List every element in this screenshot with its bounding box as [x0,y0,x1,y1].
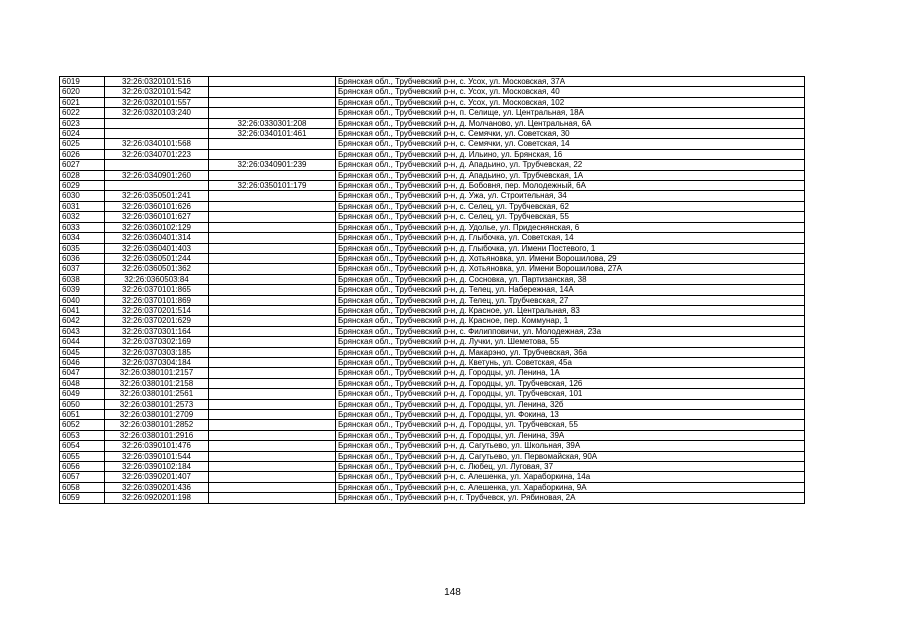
cadastral-number-cell: 32:26:0340901:260 [105,170,209,180]
row-number-cell: 6052 [60,420,105,430]
alt-cadastral-number-cell [209,368,336,378]
alt-cadastral-number-cell [209,337,336,347]
address-cell: Брянская обл., Трубчевский р-н, д. Ужа, ул. Строительная, 34 [336,191,805,201]
table-row [60,222,805,232]
cadastral-number-cell: 32:26:0360503:84 [105,274,209,284]
row-number-cell: 6058 [60,482,105,492]
page-number: 148 [444,587,461,598]
alt-cadastral-number-cell [209,326,336,336]
address-cell: Брянская обл., Трубчевский р-н, д. Сагутьево, ул. Школьная, 39А [336,441,805,451]
alt-cadastral-number-cell [209,139,336,149]
table-row [60,253,805,263]
address-cell: Брянская обл., Трубчевский р-н, д. Бобовня, пер. Молодежный, 6А [336,181,805,191]
alt-cadastral-number-cell [209,264,336,274]
table-row [60,430,805,440]
row-number-cell: 6023 [60,118,105,128]
alt-cadastral-number-cell [209,253,336,263]
table-row [60,420,805,430]
row-number-cell: 6024 [60,129,105,139]
alt-cadastral-number-cell [209,389,336,399]
row-number-cell: 6021 [60,97,105,107]
alt-cadastral-number-cell [209,87,336,97]
table-row [60,139,805,149]
address-cell: Брянская обл., Трубчевский р-н, д. Хотьяновка, ул. Имени Ворошилова, 29 [336,253,805,263]
cadastral-number-cell: 32:26:0380101:2157 [105,368,209,378]
address-cell: Брянская обл., Трубчевский р-н, д. Телец, ул. Набережная, 14А [336,285,805,295]
row-number-cell: 6048 [60,378,105,388]
alt-cadastral-number-cell: 32:26:0340101:461 [209,129,336,139]
table-row [60,337,805,347]
cadastral-number-cell: 32:26:0390101:544 [105,451,209,461]
alt-cadastral-number-cell [209,212,336,222]
table-row [60,243,805,253]
cadastral-number-cell: 32:26:0340701:223 [105,149,209,159]
row-number-cell: 6046 [60,357,105,367]
cadastral-number-cell: 32:26:0370302:169 [105,337,209,347]
alt-cadastral-number-cell [209,243,336,253]
row-number-cell: 6022 [60,108,105,118]
row-number-cell: 6042 [60,316,105,326]
address-cell: Брянская обл., Трубчевский р-н, с. Селец, ул. Трубчевская, 55 [336,212,805,222]
alt-cadastral-number-cell [209,108,336,118]
data-table [59,76,805,504]
cadastral-number-cell: 32:26:0360401:314 [105,233,209,243]
row-number-cell: 6041 [60,305,105,315]
table-row [60,181,805,191]
cadastral-number-cell: 32:26:0370301:164 [105,326,209,336]
address-cell: Брянская обл., Трубчевский р-н, д. Глыбочка, ул. Советская, 14 [336,233,805,243]
cadastral-number-cell: 32:26:0390201:436 [105,482,209,492]
cadastral-number-cell: 32:26:0360101:627 [105,212,209,222]
address-cell: Брянская обл., Трубчевский р-н, д. Красное, ул. Центральная, 83 [336,305,805,315]
address-cell: Брянская обл., Трубчевский р-н, с. Семячки, ул. Советская, 30 [336,129,805,139]
cadastral-number-cell: 32:26:0370101:865 [105,285,209,295]
alt-cadastral-number-cell [209,170,336,180]
table-row [60,472,805,482]
cadastral-number-cell: 32:26:0360401:403 [105,243,209,253]
row-number-cell: 6054 [60,441,105,451]
alt-cadastral-number-cell [209,285,336,295]
alt-cadastral-number-cell [209,305,336,315]
table-row [60,410,805,420]
row-number-cell: 6019 [60,77,105,87]
cadastral-number-cell: 32:26:0370101:869 [105,295,209,305]
alt-cadastral-number-cell: 32:26:0340901:239 [209,160,336,170]
alt-cadastral-number-cell [209,222,336,232]
cadastral-number-cell: 32:26:0320101:542 [105,87,209,97]
cadastral-number-cell: 32:26:0360501:244 [105,253,209,263]
address-cell: Брянская обл., Трубчевский р-н, с. Семячки, ул. Советская, 14 [336,139,805,149]
table-row [60,160,805,170]
cadastral-number-cell: 32:26:0390102:184 [105,462,209,472]
row-number-cell: 6049 [60,389,105,399]
row-number-cell: 6053 [60,430,105,440]
table-row [60,212,805,222]
alt-cadastral-number-cell: 32:26:0350101:179 [209,181,336,191]
cadastral-number-cell: 32:26:0370303:185 [105,347,209,357]
cadastral-number-cell [105,181,209,191]
cadastral-number-cell: 32:26:0380101:2852 [105,420,209,430]
address-cell: Брянская обл., Трубчевский р-н, д. Сагутьево, ул. Первомайская, 90А [336,451,805,461]
table-row [60,378,805,388]
row-number-cell: 6043 [60,326,105,336]
cadastral-number-cell [105,129,209,139]
address-cell: Брянская обл., Трубчевский р-н, с. Усох, ул. Московская, 37А [336,77,805,87]
row-number-cell: 6033 [60,222,105,232]
row-number-cell: 6044 [60,337,105,347]
row-number-cell: 6057 [60,472,105,482]
row-number-cell: 6034 [60,233,105,243]
cadastral-number-cell: 32:26:0360102:129 [105,222,209,232]
row-number-cell: 6040 [60,295,105,305]
cadastral-number-cell: 32:26:0320103:240 [105,108,209,118]
table-body [60,77,805,504]
alt-cadastral-number-cell [209,191,336,201]
cadastral-number-cell: 32:26:0370304:184 [105,357,209,367]
row-number-cell: 6036 [60,253,105,263]
cadastral-number-cell: 32:26:0380101:2916 [105,430,209,440]
alt-cadastral-number-cell [209,357,336,367]
address-cell: Брянская обл., Трубчевский р-н, г. Трубчевск, ул. Рябиновая, 2А [336,493,805,503]
cadastral-number-cell: 32:26:0320101:516 [105,77,209,87]
address-cell: Брянская обл., Трубчевский р-н, д. Городцы, ул. Ленина, 1А [336,368,805,378]
cadastral-number-cell: 32:26:0380101:2709 [105,410,209,420]
address-cell: Брянская обл., Трубчевский р-н, д. Городцы, ул. Трубчевская, 101 [336,389,805,399]
row-number-cell: 6032 [60,212,105,222]
address-cell: Брянская обл., Трубчевский р-н, д. Городцы, ул. Трубчевская, 126 [336,378,805,388]
table-row [60,326,805,336]
table-row [60,201,805,211]
table-row [60,357,805,367]
row-number-cell: 6030 [60,191,105,201]
alt-cadastral-number-cell [209,430,336,440]
table-row [60,191,805,201]
address-cell: Брянская обл., Трубчевский р-н, д. Ападьино, ул. Трубчевская, 1А [336,170,805,180]
cadastral-number-cell: 32:26:0380101:2158 [105,378,209,388]
alt-cadastral-number-cell [209,472,336,482]
alt-cadastral-number-cell [209,201,336,211]
cadastral-number-cell: 32:26:0380101:2561 [105,389,209,399]
table-row [60,233,805,243]
address-cell: Брянская обл., Трубчевский р-н, д. Лучки, ул. Шеметова, 55 [336,337,805,347]
cadastral-number-cell: 32:26:0320101:557 [105,97,209,107]
alt-cadastral-number-cell [209,493,336,503]
row-number-cell: 6035 [60,243,105,253]
cadastral-number-cell: 32:26:0360101:626 [105,201,209,211]
alt-cadastral-number-cell [209,482,336,492]
cadastral-number-cell [105,160,209,170]
row-number-cell: 6029 [60,181,105,191]
alt-cadastral-number-cell [209,378,336,388]
table-row [60,462,805,472]
cadastral-number-cell: 32:26:0370201:514 [105,305,209,315]
alt-cadastral-number-cell [209,347,336,357]
address-cell: Брянская обл., Трубчевский р-н, д. Телец, ул. Трубчевская, 27 [336,295,805,305]
table-row [60,441,805,451]
address-cell: Брянская обл., Трубчевский р-н, д. Городцы, ул. Фокина, 13 [336,410,805,420]
address-cell: Брянская обл., Трубчевский р-н, д. Молчаново, ул. Центральная, 6А [336,118,805,128]
alt-cadastral-number-cell [209,274,336,284]
table-row [60,77,805,87]
table-row [60,264,805,274]
cadastral-number-cell [105,118,209,128]
address-cell: Брянская обл., Трубчевский р-н, д. Хотьяновка, ул. Имени Ворошилова, 27А [336,264,805,274]
address-cell: Брянская обл., Трубчевский р-н, д. Глыбочка, ул. Имени Постевого, 1 [336,243,805,253]
table-row [60,493,805,503]
address-cell: Брянская обл., Трубчевский р-н, д. Макарэно, ул. Трубчевская, 36а [336,347,805,357]
alt-cadastral-number-cell [209,97,336,107]
address-cell: Брянская обл., Трубчевский р-н, д. Кветунь, ул. Советская, 45а [336,357,805,367]
row-number-cell: 6056 [60,462,105,472]
table-row [60,129,805,139]
address-cell: Брянская обл., Трубчевский р-н, д. Ильино, ул. Брянская, 16 [336,149,805,159]
alt-cadastral-number-cell: 32:26:0330301:208 [209,118,336,128]
table-row [60,368,805,378]
alt-cadastral-number-cell [209,295,336,305]
row-number-cell: 6038 [60,274,105,284]
cadastral-number-cell: 32:26:0370201:629 [105,316,209,326]
alt-cadastral-number-cell [209,410,336,420]
alt-cadastral-number-cell [209,451,336,461]
address-cell: Брянская обл., Трубчевский р-н, д. Городцы, ул. Трубчевская, 55 [336,420,805,430]
alt-cadastral-number-cell [209,149,336,159]
cadastral-number-cell: 32:26:0380101:2573 [105,399,209,409]
row-number-cell: 6047 [60,368,105,378]
table-row [60,451,805,461]
cadastral-number-cell: 32:26:0920201:198 [105,493,209,503]
table-row [60,305,805,315]
table-row [60,285,805,295]
alt-cadastral-number-cell [209,420,336,430]
cadastral-number-cell: 32:26:0390101:476 [105,441,209,451]
address-cell: Брянская обл., Трубчевский р-н, д. Городцы, ул. Ленина, 39А [336,430,805,440]
address-cell: Брянская обл., Трубчевский р-н, с. Алешенка, ул. Хараборкина, 14а [336,472,805,482]
alt-cadastral-number-cell [209,233,336,243]
address-cell: Брянская обл., Трубчевский р-н, д. Красное, пер. Коммунар, 1 [336,316,805,326]
address-cell: Брянская обл., Трубчевский р-н, д. Сосновка, ул. Партизанская, 38 [336,274,805,284]
row-number-cell: 6045 [60,347,105,357]
table-row [60,108,805,118]
cadastral-number-cell: 32:26:0360501:362 [105,264,209,274]
alt-cadastral-number-cell [209,77,336,87]
table-row [60,118,805,128]
table-row [60,274,805,284]
row-number-cell: 6025 [60,139,105,149]
table-row [60,399,805,409]
address-cell: Брянская обл., Трубчевский р-н, с. Филипповичи, ул. Молодежная, 23а [336,326,805,336]
cadastral-number-cell: 32:26:0340101:568 [105,139,209,149]
row-number-cell: 6026 [60,149,105,159]
alt-cadastral-number-cell [209,399,336,409]
table-row [60,482,805,492]
address-cell: Брянская обл., Трубчевский р-н, д. Городцы, ул. Ленина, 32б [336,399,805,409]
alt-cadastral-number-cell [209,316,336,326]
table-row [60,389,805,399]
address-cell: Брянская обл., Трубчевский р-н, с. Алешенка, ул. Хараборкина, 9А [336,482,805,492]
address-cell: Брянская обл., Трубчевский р-н, с. Селец, ул. Трубчевская, 62 [336,201,805,211]
alt-cadastral-number-cell [209,441,336,451]
table-row [60,347,805,357]
table-row [60,87,805,97]
table-row [60,316,805,326]
row-number-cell: 6059 [60,493,105,503]
address-cell: Брянская обл., Трубчевский р-н, д. Ападьино, ул. Трубчевская, 22 [336,160,805,170]
address-cell: Брянская обл., Трубчевский р-н, с. Любец, ул. Луговая, 37 [336,462,805,472]
cadastral-number-cell: 32:26:0350501:241 [105,191,209,201]
row-number-cell: 6027 [60,160,105,170]
address-cell: Брянская обл., Трубчевский р-н, д. Удолье, ул. Придеснянская, 6 [336,222,805,232]
table-row [60,149,805,159]
address-cell: Брянская обл., Трубчевский р-н, с. Усох, ул. Московская, 40 [336,87,805,97]
cadastral-number-cell: 32:26:0390201:407 [105,472,209,482]
row-number-cell: 6050 [60,399,105,409]
table-row [60,295,805,305]
table-row [60,97,805,107]
row-number-cell: 6028 [60,170,105,180]
row-number-cell: 6037 [60,264,105,274]
row-number-cell: 6039 [60,285,105,295]
row-number-cell: 6051 [60,410,105,420]
row-number-cell: 6020 [60,87,105,97]
address-cell: Брянская обл., Трубчевский р-н, п. Селище, ул. Центральная, 18А [336,108,805,118]
table-row [60,170,805,180]
row-number-cell: 6031 [60,201,105,211]
row-number-cell: 6055 [60,451,105,461]
address-cell: Брянская обл., Трубчевский р-н, с. Усох, ул. Московская, 102 [336,97,805,107]
alt-cadastral-number-cell [209,462,336,472]
